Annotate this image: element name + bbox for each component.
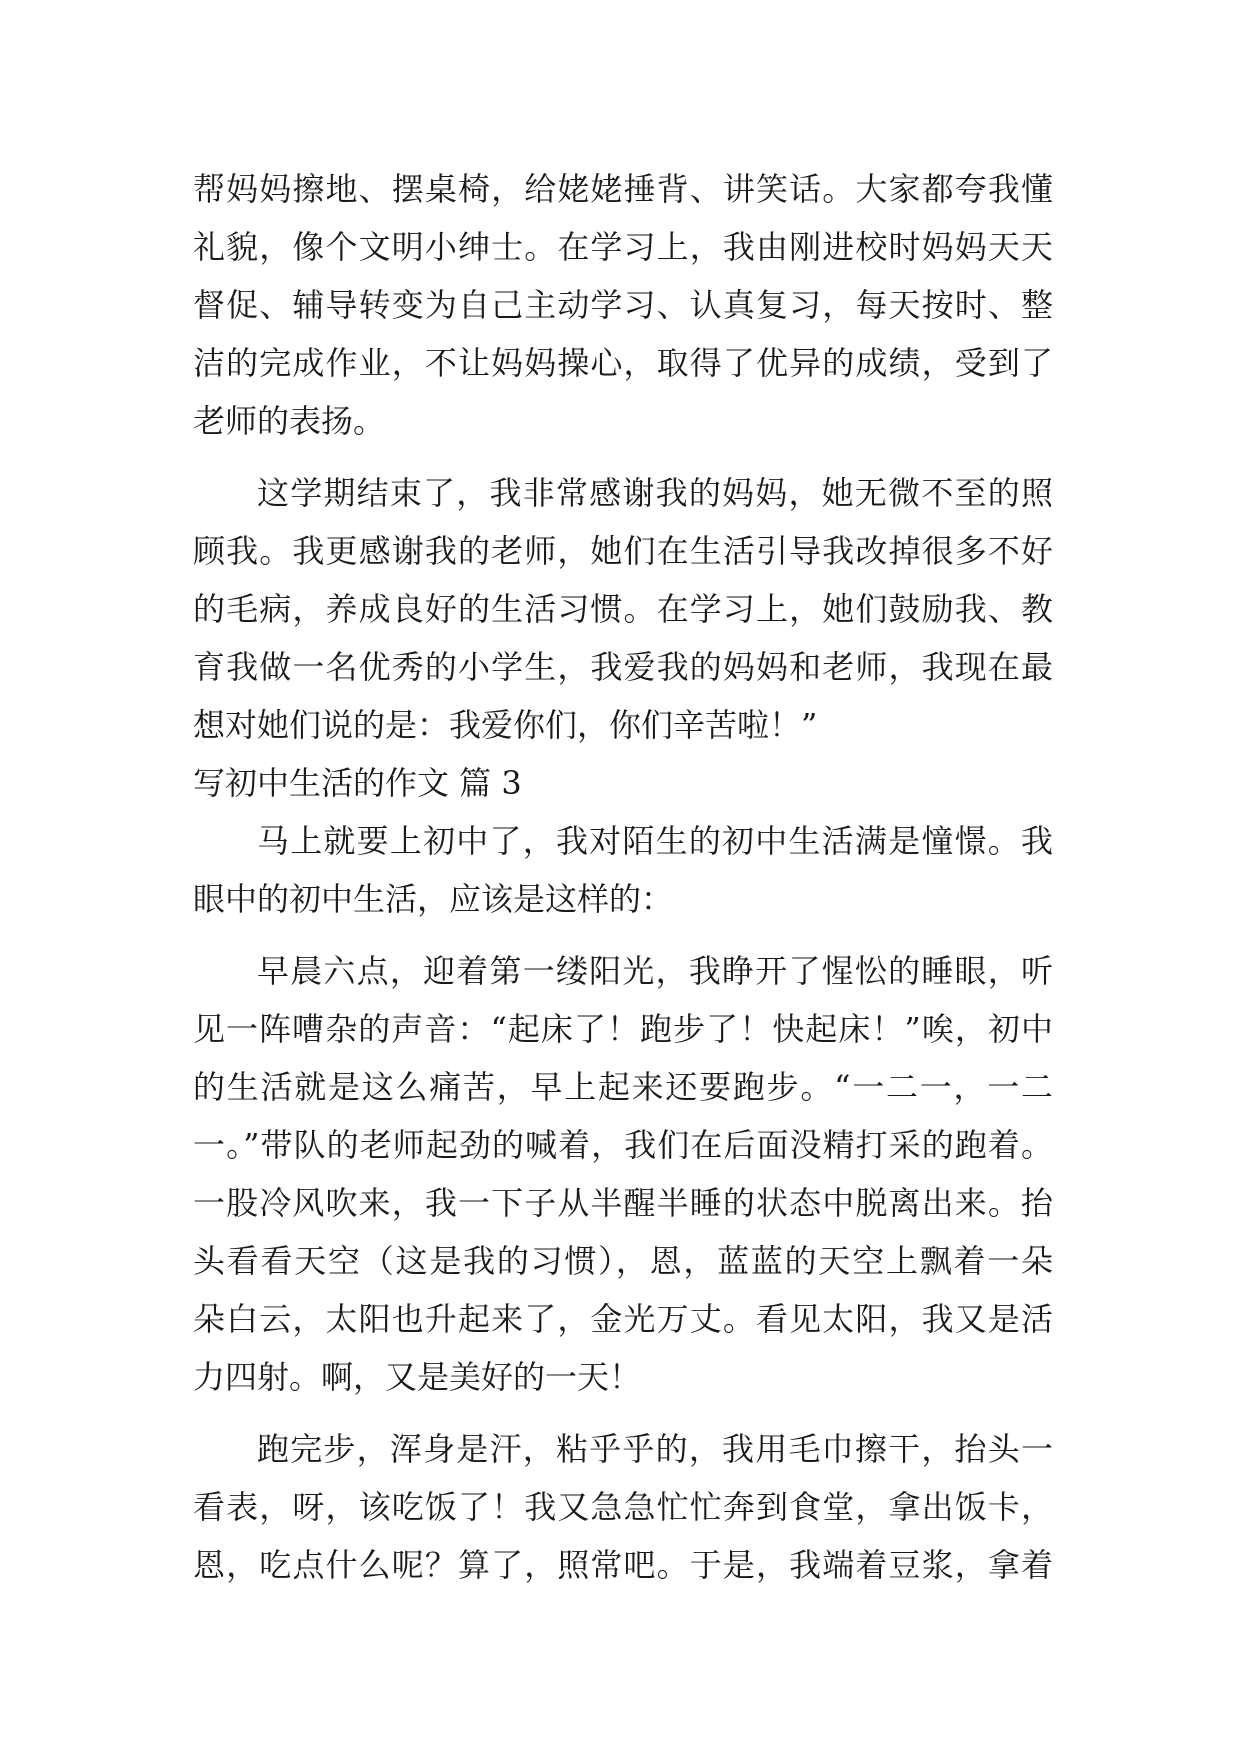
text-line: 想对她们说的是：我爱你们，你们辛苦啦！” — [193, 706, 818, 744]
text-line: 跑完步，浑身是汗，粘乎乎的，我用毛巾擦干，抬头一 — [257, 1430, 1053, 1468]
text-line: 眼中的初中生活，应该是这样的： — [193, 880, 674, 918]
text-line: 顾我。我更感谢我的老师，她们在生活引导我改掉很多不好 — [193, 532, 1053, 570]
paragraph — [193, 942, 1053, 1406]
text-line: 的毛病，养成良好的生活习惯。在学习上，她们鼓励我、教 — [193, 590, 1053, 628]
paragraph — [193, 1420, 1053, 1594]
text-line: 帮妈妈擦地、摆桌椅，给姥姥捶背、讲笑话。大家都夸我懂 — [193, 170, 1053, 208]
text-line: 这学期结束了，我非常感谢我的妈妈，她无微不至的照 — [257, 474, 1053, 512]
text-line: 力四射。啊，又是美好的一天！ — [193, 1358, 642, 1396]
text-line: 一股冷风吹来，我一下子从半醒半睡的状态中脱离出来。抬 — [193, 1184, 1053, 1222]
text-line: 头看看天空（这是我的习惯），恩，蓝蓝的天空上飘着一朵 — [193, 1242, 1053, 1280]
essay-body — [193, 160, 1053, 1594]
text-line: 看表，呀，该吃饭了！我又急急忙忙奔到食堂，拿出饭卡， — [193, 1488, 1053, 1526]
text-line: 老师的表扬。 — [193, 402, 386, 440]
text-line: 恩，吃点什么呢？算了，照常吧。于是，我端着豆浆，拿着 — [193, 1546, 1053, 1584]
text-line: 早晨六点，迎着第一缕阳光，我睁开了惺忪的睡眼，听 — [257, 952, 1053, 990]
text-line: 育我做一名优秀的小学生，我爱我的妈妈和老师，我现在最 — [193, 648, 1053, 686]
text-line: 朵白云，太阳也升起来了，金光万丈。看见太阳，我又是活 — [193, 1300, 1053, 1338]
text-line: 礼貌，像个文明小绅士。在学习上，我由刚进校时妈妈天天 — [193, 228, 1053, 266]
section-heading: 写初中生活的作文 篇 3 — [193, 764, 522, 802]
text-line: 见一阵嘈杂的声音：“起床了！跑步了！快起床！”唉，初中 — [193, 1010, 1053, 1048]
text-line: 督促、辅导转变为自己主动学习、认真复习，每天按时、整 — [193, 286, 1053, 324]
text-line: 一。”带队的老师起劲的喊着，我们在后面没精打采的跑着。 — [193, 1126, 1053, 1164]
text-line: 马上就要上初中了，我对陌生的初中生活满是憧憬。我 — [257, 822, 1053, 860]
paragraph — [193, 160, 1053, 450]
paragraph — [193, 464, 1053, 754]
text-line: 的生活就是这么痛苦，早上起来还要跑步。“一二一，一二 — [193, 1068, 1053, 1106]
text-line: 洁的完成作业，不让妈妈操心，取得了优异的成绩，受到了 — [193, 344, 1053, 382]
paragraph — [193, 812, 1053, 928]
